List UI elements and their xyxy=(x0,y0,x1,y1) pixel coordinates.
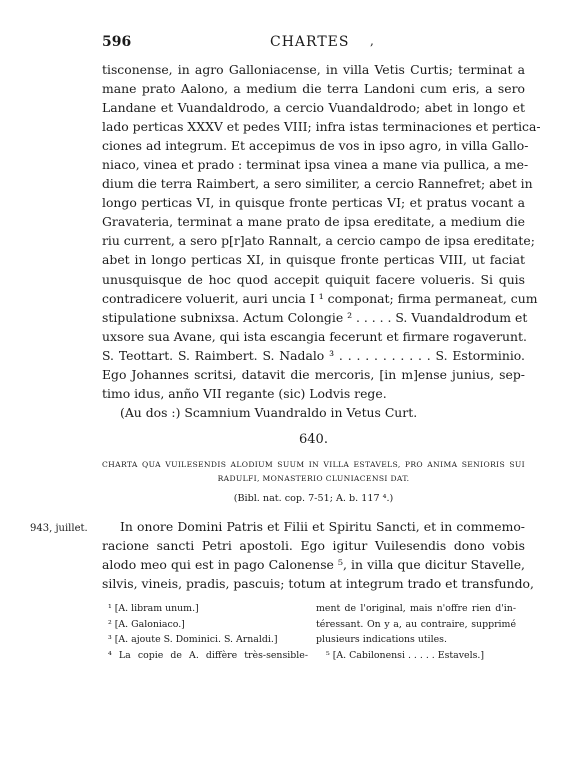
page-header xyxy=(102,34,522,52)
text-line: dium die terra Raimbert, a sero similiter, a cercio Rannefret; abet in xyxy=(102,176,533,192)
text-line: Landane et Vuandaldrodo, a cercio Vuandaldrodo; abet in longo et xyxy=(102,100,525,116)
footnotes-right-column xyxy=(316,601,516,664)
page-number: 596 xyxy=(102,34,132,50)
footnote: ¹ [A. libram unum.] xyxy=(108,603,199,614)
text-line: unusquisque de hoc quod accepit quiquit facere volueris. Si quis xyxy=(102,271,525,287)
charter-title-line: CHARTA QUA VUILESENDIS ALODIUM SUUM IN VILLA ESTAVELS, PRO ANIMA SENIORIS SUI xyxy=(102,460,525,469)
running-head: CHARTES xyxy=(270,34,350,50)
charter-text xyxy=(102,517,534,593)
text-line: mane prato Aalono, a medium die terra Landoni cum eris, a sero xyxy=(102,81,525,97)
text-line: S. Teottart. S. Raimbert. S. Nadalo ³ . . . . . . . . . . . S. Estorminio. xyxy=(102,347,525,363)
text-line: timo idus, anño VII regante (sic) Lodvis rege. xyxy=(102,385,387,401)
text-line: alodo meo qui est in pago Calonense ⁵, in villa que dicitur Stavelle, xyxy=(102,557,525,573)
text-line: niaco, vinea et prado : terminat ipsa vinea a mane via pullica, a me- xyxy=(102,157,529,173)
text-line: lado perticas XXXV et pedes VIII; infra istas terminaciones et pertica- xyxy=(102,119,541,135)
footnotes-left-column xyxy=(108,601,308,664)
text-line: uxsore sua Avane, qui ista escangia fecerunt et firmare rogaverunt. xyxy=(102,328,527,344)
text-line: In onore Domini Patris et Filii et Spiritu Sancti, et in commemo- xyxy=(120,519,525,534)
text-line: silvis, vineis, pradis, pascuis; totum at integrum trado et transfundo, xyxy=(102,576,534,592)
endorsement-line: (Au dos :) Scamnium Vuandraldo in Vetus Curt. xyxy=(120,404,418,420)
text-line: longo perticas VI, in quisque fronte perticas VI; et pratus vocant a xyxy=(102,195,525,211)
footnote-continuation: plusieurs indications utiles. xyxy=(316,634,447,646)
charter-title-line: RADULFI, MONASTERIO CLUNIACENSI DAT. xyxy=(217,474,410,483)
text-line: tisconense, in agro Galloniacense, in villa Vetis Curtis; terminat a xyxy=(102,62,525,77)
text-line: Ego Johannes scritsi, datavit die mercoris, [in m]ense junius, sep- xyxy=(102,366,525,382)
charter-title xyxy=(102,458,525,486)
previous-charter-text xyxy=(102,60,541,422)
text-line: riu current, a sero p[r]ato Rannalt, a cercio campo de ipsa ereditate; xyxy=(102,233,535,249)
footnote: ⁴ La copie de A. diffère très-sensible- xyxy=(108,650,308,662)
footnote: ² [A. Galoniaco.] xyxy=(108,618,185,630)
text-line: stipulatione subnixsa. Actum Colongie ² . . . . . S. Vuandaldrodum et xyxy=(102,309,528,325)
text-line: racione sancti Petri apostoli. Ego igitur Vuilesendis dono vobis xyxy=(102,538,525,554)
text-line: Gravateria, terminat a mane prato de ipsa ereditate, a medium die xyxy=(102,214,525,230)
text-line: abet in longo perticas XI, in quisque fronte perticas VIII, ut faciat xyxy=(102,252,525,268)
margin-date: 943, juillet. xyxy=(30,523,88,534)
footnote-continuation: téressant. On y a, au contraire, supprimé xyxy=(316,618,516,630)
text-line: ciones ad integrum. Et accepimus de vos in ipso agro, in villa Gallo- xyxy=(102,138,529,154)
footnote: ⁵ [A. Cabilonensi . . . . . Estavels.] xyxy=(326,650,485,662)
charter-source: (Bibl. nat. cop. 7-51; A. b. 117 ⁴.) xyxy=(233,493,394,504)
footnote-continuation: ment de l'original, mais n'offre rien d'in- xyxy=(316,603,516,614)
header-mark: , xyxy=(370,34,374,48)
footnote: ³ [A. ajoute S. Dominici. S. Arnaldi.] xyxy=(108,634,278,646)
text-line: contradicere voluerit, auri uncia I ¹ componat; firma permaneat, cum xyxy=(102,290,538,306)
charter-number: 640. xyxy=(299,432,328,447)
